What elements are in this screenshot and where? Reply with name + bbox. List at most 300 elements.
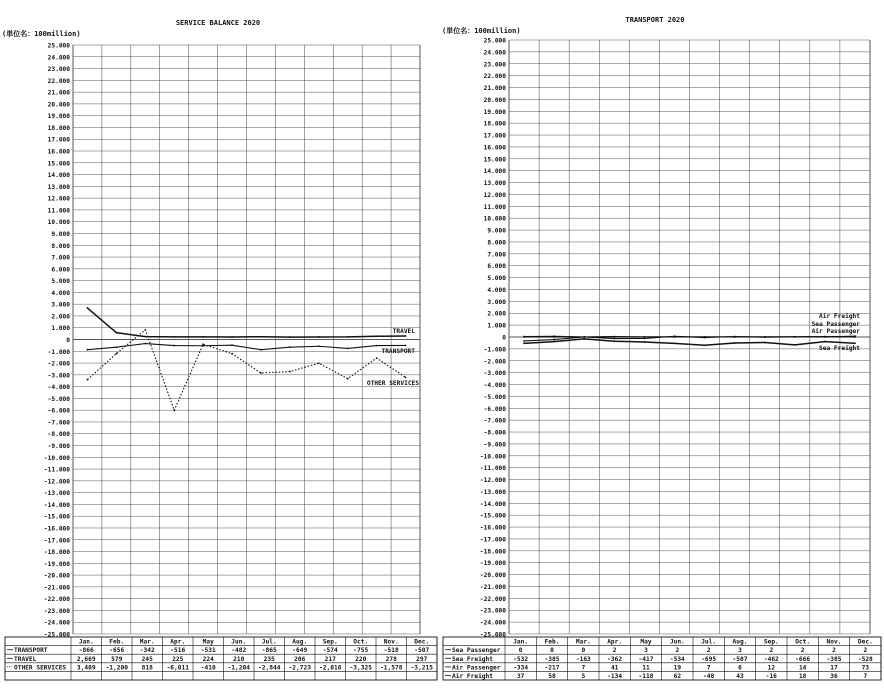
y-tick-label: -12.000 — [43, 478, 70, 486]
table-cell: -334 — [513, 664, 529, 672]
chart-title: SERVICE BALANCE 2020 — [175, 19, 261, 27]
data-point — [376, 357, 378, 359]
y-tick-label: 3.000 — [51, 301, 70, 309]
table-cell: -528 — [857, 655, 873, 663]
y-tick-label: 10.000 — [47, 219, 70, 227]
data-point — [115, 332, 117, 334]
data-point — [347, 336, 349, 338]
table-cell: -217 — [544, 664, 560, 672]
data-point — [583, 338, 585, 340]
table-cell: -385 — [544, 655, 560, 663]
series-label: TRAVEL — [392, 328, 415, 335]
data-point — [231, 353, 233, 355]
table-row-label-text: Sea Freight — [452, 655, 493, 663]
y-tick-label: -15.000 — [43, 513, 70, 521]
data-point — [794, 344, 796, 346]
y-tick-label: -4.000 — [47, 384, 70, 392]
data-point — [173, 345, 175, 347]
table-cell: -755 — [353, 647, 369, 655]
table-cell: 14 — [798, 664, 807, 672]
y-tick-label: 5.000 — [51, 278, 70, 286]
y-tick-label: -1.000 — [47, 348, 70, 356]
data-point — [144, 343, 146, 345]
y-tick-label: -21.000 — [479, 583, 506, 591]
table-cell: 62 — [673, 673, 682, 680]
table-header-cell: Jul. — [701, 638, 717, 646]
table-header-cell: Apr. — [607, 638, 623, 646]
y-tick-label: -18.000 — [479, 548, 506, 556]
data-point — [260, 349, 262, 351]
data-point — [824, 341, 826, 343]
table-header-cell: Dec. — [857, 638, 873, 646]
chart-panel-1 — [2, 19, 437, 680]
y-tick-label: 4.000 — [487, 286, 506, 294]
table-cell: 2 — [800, 647, 805, 655]
table-header-cell: Sep. — [763, 638, 779, 646]
data-point — [704, 337, 706, 339]
y-tick-label: 16.000 — [483, 144, 506, 152]
table-header-cell: Aug. — [292, 638, 308, 646]
data-point — [173, 409, 175, 411]
table-header-cell: Jun. — [669, 638, 685, 646]
table-cell: 73 — [861, 664, 870, 672]
y-tick-label: -14.000 — [479, 500, 506, 508]
y-tick-label: -13.000 — [43, 490, 70, 498]
data-point — [674, 335, 676, 337]
data-point — [376, 345, 378, 347]
y-tick-label: -20.000 — [479, 572, 506, 580]
table-cell: 2 — [769, 647, 774, 655]
table-cell: -531 — [200, 647, 216, 655]
table-row-label-text: TRANSPORT — [14, 647, 48, 655]
y-tick-label: 1.000 — [487, 322, 506, 330]
table-header-cell: Feb. — [109, 638, 125, 646]
data-point — [347, 378, 349, 380]
series-label: TRANSPORT — [381, 348, 415, 355]
data-point — [144, 336, 146, 338]
table-cell: -2,723 — [288, 664, 311, 672]
data-point — [260, 336, 262, 338]
table-cell: 2 — [675, 647, 680, 655]
chart-title: TRANSPORT 2020 — [625, 16, 685, 24]
y-tick-label: -19.000 — [479, 560, 506, 568]
table-cell: 224 — [202, 655, 214, 663]
y-tick-label: -3.000 — [47, 372, 70, 380]
y-tick-label: 4.000 — [51, 289, 70, 297]
table-cell: -1,200 — [105, 664, 128, 672]
y-tick-label: 14.000 — [483, 168, 506, 176]
table-cell: 7 — [863, 673, 868, 680]
y-tick-label: -5.000 — [483, 393, 506, 401]
y-tick-label: 21.000 — [47, 89, 70, 97]
y-tick-label: -10.000 — [479, 453, 506, 461]
table-cell: 41 — [610, 664, 619, 672]
y-tick-label: -22.000 — [479, 595, 506, 603]
table-cell: 7 — [581, 664, 586, 672]
y-tick-label: -8.000 — [483, 429, 506, 437]
table-cell: -2,016 — [319, 664, 342, 672]
series-label: Air Passenger — [811, 328, 860, 335]
series-label: Sea Passenger — [811, 321, 860, 328]
series-label: OTHER SERVICES — [366, 380, 419, 387]
data-point — [674, 342, 676, 344]
y-tick-label: -13.000 — [479, 488, 506, 496]
table-row-label — [7, 656, 37, 663]
table-cell: -507 — [414, 647, 430, 655]
data-point — [173, 336, 175, 338]
data-point — [405, 345, 407, 347]
table-cell: -574 — [322, 647, 338, 655]
table-cell: 5 — [581, 673, 586, 680]
table-header-cell: Mar. — [139, 638, 155, 646]
data-point — [318, 362, 320, 364]
data-point — [854, 342, 856, 344]
data-point — [764, 342, 766, 344]
table-cell: 3,409 — [76, 664, 96, 672]
table-cell: 19 — [673, 664, 682, 672]
data-point — [643, 341, 645, 343]
table-row-label — [445, 647, 501, 654]
data-point — [347, 347, 349, 349]
table-cell: 2,669 — [76, 655, 96, 663]
table-row-label — [7, 647, 48, 654]
table-cell: 2 — [863, 647, 868, 655]
table-cell: 225 — [172, 655, 184, 663]
y-tick-label: 7.000 — [487, 251, 506, 259]
y-tick-label: 18.000 — [47, 124, 70, 132]
y-tick-label: 22.000 — [483, 73, 506, 81]
y-tick-label: 11.000 — [483, 203, 506, 211]
table-cell: -482 — [231, 647, 247, 655]
table-row-label — [7, 664, 66, 671]
data-point — [643, 336, 645, 338]
table-header-cell: Apr. — [170, 638, 186, 646]
y-tick-label: -23.000 — [43, 607, 70, 615]
table-cell: -518 — [383, 647, 399, 655]
table-cell: 278 — [385, 655, 397, 663]
table-cell: 0 — [581, 647, 586, 655]
y-tick-label: 8.000 — [51, 242, 70, 250]
table-header-cell: Jul. — [261, 638, 277, 646]
table-cell: 43 — [736, 673, 744, 680]
y-tick-label: 0 — [502, 334, 506, 342]
data-point — [87, 307, 89, 309]
data-table-border — [5, 637, 437, 680]
table-cell: 12 — [767, 664, 776, 672]
table-cell: -695 — [701, 655, 717, 663]
y-tick-label: -16.000 — [479, 524, 506, 532]
y-tick-label: -24.000 — [43, 619, 70, 627]
data-point — [231, 344, 233, 346]
y-tick-label: 17.000 — [47, 136, 70, 144]
table-cell: -118 — [638, 673, 654, 680]
data-point — [87, 379, 89, 381]
y-tick-label: -24.000 — [479, 619, 506, 627]
data-point — [764, 336, 766, 338]
table-cell: 2 — [706, 647, 711, 655]
y-tick-label: 24.000 — [483, 49, 506, 57]
table-cell: -342 — [139, 647, 155, 655]
table-cell: -362 — [607, 655, 623, 663]
y-tick-label: -21.000 — [43, 584, 70, 592]
table-cell: -865 — [261, 647, 277, 655]
table-row-label-text: OTHER SERVICES — [14, 664, 67, 672]
data-point — [260, 372, 262, 374]
y-tick-label: 14.000 — [47, 172, 70, 180]
y-tick-label: -2.000 — [47, 360, 70, 368]
table-cell: -3,215 — [410, 664, 433, 672]
table-cell: 235 — [263, 655, 275, 663]
y-tick-label: 6.000 — [51, 266, 70, 274]
table-cell: -1,578 — [380, 664, 403, 672]
table-cell: 37 — [516, 673, 525, 680]
data-point — [405, 376, 407, 378]
y-tick-label: -16.000 — [43, 525, 70, 533]
data-point — [583, 336, 585, 338]
y-tick-label: 1.000 — [51, 325, 70, 333]
table-cell: -16 — [765, 673, 777, 680]
y-tick-label: 9.000 — [487, 227, 506, 235]
table-cell: -134 — [607, 673, 623, 680]
table-cell: -2,844 — [258, 664, 281, 672]
table-header-cell: May — [202, 638, 214, 646]
y-tick-label: -1.000 — [483, 346, 506, 354]
series-label: Air Freight — [819, 313, 860, 320]
table-row-label — [445, 663, 501, 671]
y-tick-label: -4.000 — [483, 382, 506, 390]
y-tick-label: 9.000 — [51, 230, 70, 238]
table-cell: 11 — [642, 664, 650, 672]
y-tick-label: 23.000 — [483, 61, 506, 69]
y-tick-label: 13.000 — [47, 183, 70, 191]
table-row-label — [445, 672, 493, 680]
table-cell: -6,011 — [166, 664, 189, 672]
data-point — [553, 341, 555, 343]
table-header-cell: Oct. — [353, 638, 369, 646]
table-cell: 3 — [738, 647, 742, 655]
table-cell: -410 — [200, 664, 216, 672]
table-cell: 18 — [798, 673, 807, 680]
table-cell: 0 — [550, 647, 554, 655]
y-tick-label: -25.000 — [43, 631, 70, 639]
y-tick-label: 20.000 — [47, 101, 70, 109]
y-tick-label: 12.000 — [47, 195, 70, 203]
y-tick-label: -15.000 — [479, 512, 506, 520]
data-point — [643, 338, 645, 340]
table-cell: -1,204 — [227, 664, 250, 672]
y-tick-label: 10.000 — [483, 215, 506, 223]
table-cell: 297 — [416, 655, 428, 663]
y-tick-label: 19.000 — [483, 108, 506, 116]
y-tick-label: 8.000 — [487, 239, 506, 247]
table-cell: 3 — [644, 647, 648, 655]
table-cell: 210 — [233, 655, 245, 663]
table-cell: 217 — [324, 655, 336, 663]
data-point — [613, 336, 615, 338]
y-tick-label: 3.000 — [487, 298, 506, 306]
y-tick-label: 11.000 — [47, 207, 70, 215]
data-point — [144, 329, 146, 331]
y-tick-label: 21.000 — [483, 85, 506, 93]
table-cell: 36 — [830, 673, 838, 680]
y-tick-label: -19.000 — [43, 560, 70, 568]
chart-panel-2 — [442, 16, 881, 680]
y-tick-label: 6.000 — [487, 263, 506, 271]
data-point — [613, 338, 615, 340]
data-point — [289, 371, 291, 373]
data-point — [553, 335, 555, 337]
y-tick-label: 22.000 — [47, 77, 70, 85]
y-tick-label: -6.000 — [483, 405, 506, 413]
data-point — [704, 344, 706, 346]
table-cell: 2 — [612, 647, 617, 655]
table-cell: 6 — [738, 664, 742, 672]
data-point — [794, 336, 796, 338]
y-tick-label: 2.000 — [51, 313, 70, 321]
data-point — [523, 336, 525, 338]
table-row-label-text: TRAVEL — [14, 655, 37, 663]
y-tick-label: -10.000 — [43, 454, 70, 462]
table-header-cell: Nov. — [826, 638, 842, 646]
y-tick-label: 15.000 — [47, 160, 70, 168]
data-point — [854, 336, 856, 338]
table-cell: -866 — [78, 647, 94, 655]
table-cell: -417 — [638, 655, 654, 663]
data-point — [734, 342, 736, 344]
table-header-cell: Nov. — [383, 638, 399, 646]
data-point — [202, 343, 204, 345]
table-cell: -3,325 — [349, 664, 372, 672]
table-header-cell: Jan. — [513, 638, 529, 646]
y-tick-label: 18.000 — [483, 120, 506, 128]
table-cell: 58 — [548, 673, 556, 680]
y-tick-label: -11.000 — [479, 465, 506, 473]
data-point — [289, 346, 291, 348]
y-tick-label: -14.000 — [43, 501, 70, 509]
y-tick-label: -23.000 — [479, 607, 506, 615]
table-cell: 2 — [832, 647, 836, 655]
y-tick-label: -25.000 — [479, 631, 506, 639]
y-tick-label: 17.000 — [483, 132, 506, 140]
y-tick-label: 25.000 — [47, 42, 70, 50]
table-cell: -666 — [795, 655, 811, 663]
unit-label: (単位名：100million) — [2, 30, 81, 38]
y-tick-label: 0 — [66, 337, 70, 344]
y-tick-label: 12.000 — [483, 191, 506, 199]
table-cell: -163 — [575, 655, 591, 663]
table-row-label-text: Sea Passenger — [452, 647, 501, 655]
y-tick-label: 19.000 — [47, 113, 70, 121]
y-tick-label: -5.000 — [47, 395, 70, 403]
table-cell: -649 — [292, 647, 308, 655]
data-point — [289, 336, 291, 338]
data-point — [115, 346, 117, 348]
data-point — [523, 340, 525, 342]
table-cell: -48 — [703, 673, 715, 680]
data-point — [405, 335, 407, 337]
table-header-cell: Dec. — [414, 638, 430, 646]
y-tick-label: -18.000 — [43, 549, 70, 557]
y-tick-label: 13.000 — [483, 180, 506, 188]
y-tick-label: 24.000 — [47, 54, 70, 62]
table-cell: 818 — [141, 664, 153, 672]
table-row-label-text: Air Passenger — [452, 664, 501, 672]
table-cell: -516 — [170, 647, 186, 655]
y-tick-label: 20.000 — [483, 96, 506, 104]
y-tick-label: 5.000 — [487, 275, 506, 283]
table-cell: -656 — [109, 647, 125, 655]
table-row-label-text: Air Freight — [452, 673, 493, 680]
y-tick-label: -17.000 — [43, 537, 70, 545]
y-tick-label: -12.000 — [479, 477, 506, 485]
table-row-label — [445, 655, 493, 663]
table-cell: 220 — [355, 655, 367, 663]
data-point — [613, 340, 615, 342]
table-cell: -462 — [763, 655, 779, 663]
y-tick-label: 16.000 — [47, 148, 70, 156]
data-point — [231, 336, 233, 338]
table-cell: 579 — [111, 655, 123, 663]
table-cell: 206 — [294, 655, 306, 663]
series-label: Sea Freight — [819, 345, 860, 352]
y-tick-label: -22.000 — [43, 596, 70, 604]
y-tick-label: -3.000 — [483, 370, 506, 378]
data-point — [318, 345, 320, 347]
data-point — [202, 336, 204, 338]
table-cell: 0 — [518, 647, 523, 655]
y-tick-label: 2.000 — [487, 310, 506, 318]
data-point — [734, 336, 736, 338]
y-tick-label: 7.000 — [51, 254, 70, 262]
data-point — [824, 336, 826, 338]
y-tick-label: -6.000 — [47, 407, 70, 415]
table-cell: 245 — [141, 655, 153, 663]
data-point — [87, 349, 89, 351]
table-header-cell: Jun. — [231, 638, 247, 646]
data-point — [523, 342, 525, 344]
y-tick-label: -9.000 — [47, 443, 70, 451]
y-tick-label: -20.000 — [43, 572, 70, 580]
data-point — [376, 335, 378, 337]
table-cell: 7 — [706, 664, 711, 672]
y-tick-label: 15.000 — [483, 156, 506, 164]
y-tick-label: -17.000 — [479, 536, 506, 544]
table-header-cell: Oct. — [795, 638, 811, 646]
table-header-cell: Sep. — [322, 638, 338, 646]
table-header-cell: May — [640, 638, 652, 646]
data-point — [115, 353, 117, 355]
table-cell: -385 — [826, 655, 842, 663]
y-tick-label: -8.000 — [47, 431, 70, 439]
y-tick-label: -9.000 — [483, 441, 506, 449]
table-cell: -534 — [669, 655, 685, 663]
data-point — [318, 336, 320, 338]
data-table-border — [443, 637, 881, 680]
data-point — [553, 339, 555, 341]
unit-label: (単位名：100million) — [442, 27, 521, 35]
table-header-cell: Mar. — [575, 638, 591, 646]
table-header-cell: Aug. — [732, 638, 748, 646]
y-tick-label: -7.000 — [47, 419, 70, 427]
table-header-cell: Jan. — [78, 638, 94, 646]
table-cell: -507 — [732, 655, 748, 663]
y-tick-label: -11.000 — [43, 466, 70, 474]
table-header-cell: Feb. — [544, 638, 560, 646]
y-tick-label: 23.000 — [47, 66, 70, 74]
y-tick-label: -2.000 — [483, 358, 506, 366]
table-cell: -532 — [513, 655, 529, 663]
table-cell: 17 — [830, 664, 838, 672]
